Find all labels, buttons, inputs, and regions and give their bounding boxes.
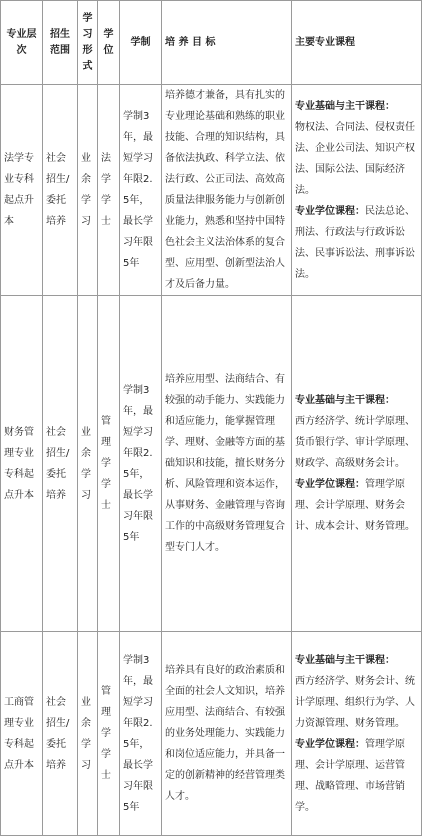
- course-text: 西方经济学、财务会计、统计学原理、组织行为学、人力资源管理、财务管理。: [295, 675, 415, 729]
- header-mode: 学习形式: [78, 1, 98, 85]
- cell-goal: 培养德才兼备，具有扎实的专业理论基础和熟练的职业技能、合理的知识结构，具备依法执政、科学立法、依法行政、公正司法、高效高质量法律服务能力与创新创业能力，熟悉和坚持中国特色社会主义法治体系的复合型、应用型、创新型法治人才及后备力量。: [162, 85, 292, 296]
- cell-degree: 法学学士: [98, 85, 120, 296]
- degree-course: [295, 201, 418, 285]
- table-row: [1, 632, 422, 836]
- course-title: 专业基础与主干课程：: [295, 395, 395, 406]
- cell-scope: 社会招生/委托培养: [43, 85, 78, 296]
- cell-course: [292, 296, 422, 632]
- table-row: [1, 85, 422, 296]
- cell-mode: 业余学习: [78, 85, 98, 296]
- course-title: 专业基础与主干课程：: [295, 654, 395, 666]
- degree-course-label: 专业学位课程：: [295, 738, 365, 750]
- cell-scope: 社会招生/委托培养: [43, 632, 78, 836]
- cell-level: 工商管理专业专科起点升本: [1, 632, 43, 836]
- cell-duration: 学制3年，最短学习年限2.5年，最长学习年限5年: [120, 632, 162, 836]
- header-scope: 招生范围: [43, 1, 78, 85]
- degree-course: [295, 734, 418, 818]
- course-text: 物权法、合同法、侵权责任法、企业公司法、知识产权法、国际公法、国际经济法。: [295, 121, 415, 196]
- degree-course-label: 专业学位课程：: [295, 479, 365, 490]
- cell-level: 法学专业专科起点升本: [1, 85, 43, 296]
- header-degree: 学位: [98, 1, 120, 85]
- degree-course: [295, 474, 418, 537]
- table-row: [1, 296, 422, 632]
- cell-level: 财务管理专业专科起点升本: [1, 296, 43, 632]
- cell-goal: 培养应用型、法商结合、有较强的动手能力、实践能力和适应能力，能掌握管理学、理财、金融等方面的基础知识和技能，擅长财务分析、风险管理和资本运作，从事财务、金融管理与咨询工作的中高级财务管理复合型专门人才。: [162, 296, 292, 632]
- degree-course-label: 专业学位课程：: [295, 205, 365, 217]
- degree-course-text: 管理学原理、会计学原理、财务会计、成本会计、财务管理。: [295, 479, 415, 532]
- header-duration: 学制: [120, 1, 162, 85]
- degree-course-text: 管理学原理、会计学原理、运营管理、战略管理、市场营销学。: [295, 738, 405, 813]
- header-goal: 培 养 目 标: [162, 1, 292, 85]
- header-course: 主要专业课程: [292, 1, 422, 85]
- cell-degree: 管理学学士: [98, 296, 120, 632]
- header-level: 专业层次: [1, 1, 43, 85]
- cell-mode: 业余学习: [78, 296, 98, 632]
- cell-course: [292, 632, 422, 836]
- cell-course: [292, 85, 422, 296]
- cell-duration: 学制3年，最短学习年限2.5年，最长学习年限5年: [120, 85, 162, 296]
- cell-goal: 培养具有良好的政治素质和全面的社会人文知识，培养应用型、法商结合、有较强的业务处理能力、实践能力和岗位适应能力，并具备一定的创新精神的经营管理类人才。: [162, 632, 292, 836]
- course-title: 专业基础与主干课程：: [295, 100, 395, 112]
- cell-degree: 管理学学士: [98, 632, 120, 836]
- header-row: [1, 1, 422, 85]
- cell-duration: 学制3年，最短学习年限2.5年，最长学习年限5年: [120, 296, 162, 632]
- course-text: 西方经济学、统计学原理、货币银行学、审计学原理、财政学、高级财务会计。: [295, 416, 415, 469]
- cell-scope: 社会招生/委托培养: [43, 296, 78, 632]
- cell-mode: 业余学习: [78, 632, 98, 836]
- degree-course-text: 民法总论、刑法、行政法与行政诉讼法、民事诉讼法、刑事诉讼法。: [295, 205, 415, 280]
